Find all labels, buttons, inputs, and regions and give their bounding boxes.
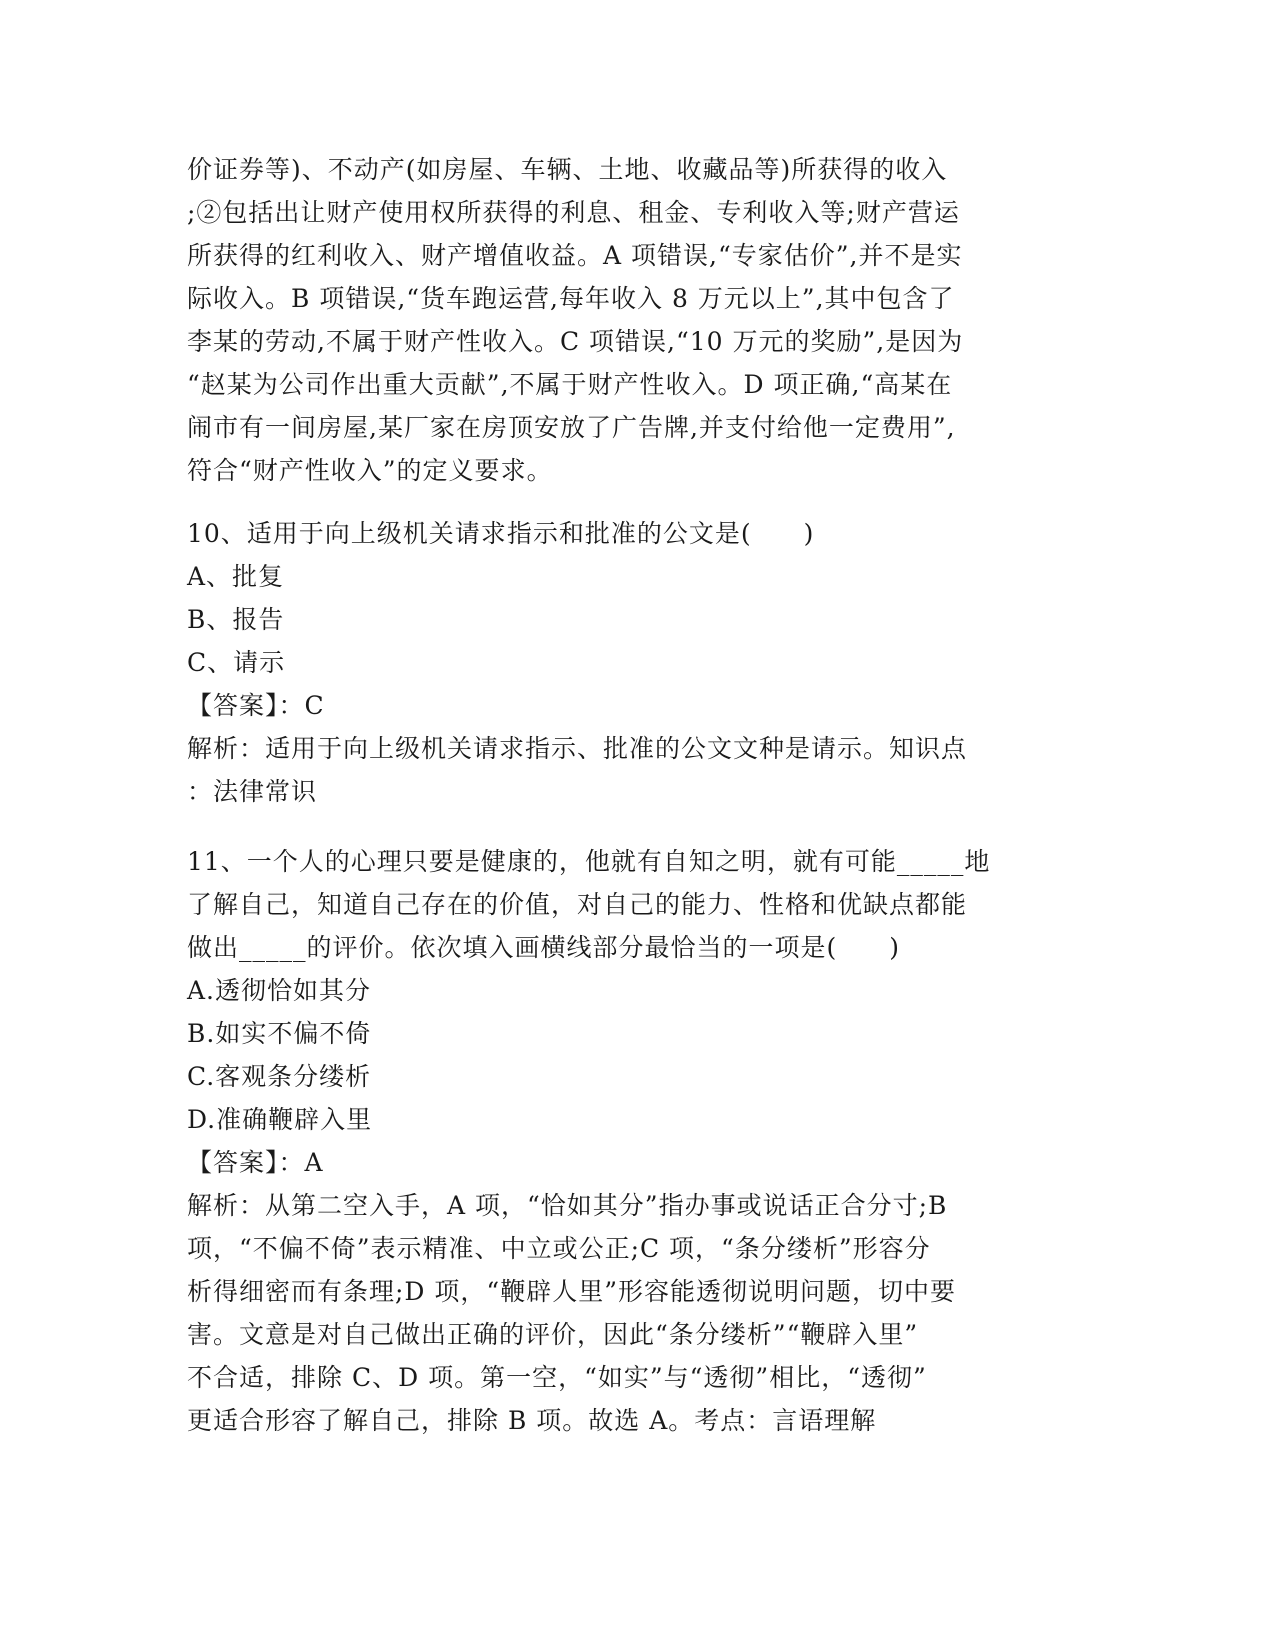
- option-a: A、批复: [187, 562, 285, 591]
- question-11: [187, 840, 1087, 1442]
- analysis-line: 项，“不偏不倚”表示精准、中立或公正;C 项，“条分缕析”形容分: [187, 1234, 931, 1263]
- explanation-line: “赵某为公司作出重大贡献”,不属于财产性收入。D 项正确,“高某在: [187, 370, 953, 399]
- analysis-line: 害。文意是对自己做出正确的评价，因此“条分缕析”“鞭辟入里”: [187, 1320, 919, 1349]
- explanation-line: 符合“财产性收入”的定义要求。: [187, 456, 553, 485]
- option-c: C、请示: [187, 648, 286, 677]
- option-c: C.客观条分缕析: [187, 1062, 372, 1091]
- question-stem-line: 做出_____的评价。依次填入画横线部分最恰当的一项是( ): [187, 933, 901, 962]
- option-b: B、报告: [187, 605, 285, 634]
- analysis-line: 析得细密而有条理;D 项，“鞭辟人里”形容能透彻说明问题，切中要: [187, 1277, 956, 1306]
- analysis-line: 解析：适用于向上级机关请求指示、批准的公文文种是请示。知识点: [187, 734, 968, 763]
- question-stem-line: 了解自己，知道自己存在的价值，对自己的能力、性格和优缺点都能: [187, 890, 968, 919]
- explanation-line: 李某的劳动,不属于财产性收入。C 项错误,“10 万元的奖励”,是因为: [187, 327, 964, 356]
- analysis-line: ：法律常识: [187, 777, 318, 806]
- explanation-line: 际收入。B 项错误,“货车跑运营,每年收入 8 万元以上”,其中包含了: [187, 284, 955, 313]
- previous-explanation-continuation: [187, 148, 1087, 492]
- explanation-line: ;②包括出让财产使用权所获得的利息、租金、专利收入等;财产营运: [187, 198, 960, 227]
- answer: 【答案】：A: [187, 1148, 324, 1177]
- explanation-line: 价证券等)、不动产(如房屋、车辆、土地、收藏品等)所获得的收入: [187, 155, 948, 184]
- option-b: B.如实不偏不倚: [187, 1019, 372, 1048]
- question-stem-line: 11、一个人的心理只要是健康的，他就有自知之明，就有可能_____地: [187, 847, 991, 876]
- explanation-line: 闹市有一间房屋,某厂家在房顶安放了广告牌,并支付给他一定费用”,: [187, 413, 956, 442]
- option-d: D.准确鞭辟入里: [187, 1105, 373, 1134]
- question-10: [187, 512, 1087, 813]
- question-stem: 10、适用于向上级机关请求指示和批准的公文是( ): [187, 519, 815, 548]
- analysis-line: 不合适，排除 C、D 项。第一空，“如实”与“透彻”相比，“透彻”: [187, 1363, 927, 1392]
- answer: 【答案】：C: [187, 691, 325, 720]
- explanation-line: 所获得的红利收入、财产增值收益。A 项错误,“专家估价”,并不是实: [187, 241, 963, 270]
- option-a: A.透彻恰如其分: [187, 976, 372, 1005]
- analysis-line: 更适合形容了解自己，排除 B 项。故选 A。考点：言语理解: [187, 1406, 877, 1435]
- analysis-line: 解析：从第二空入手，A 项，“恰如其分”指办事或说话正合分寸;B: [187, 1191, 948, 1220]
